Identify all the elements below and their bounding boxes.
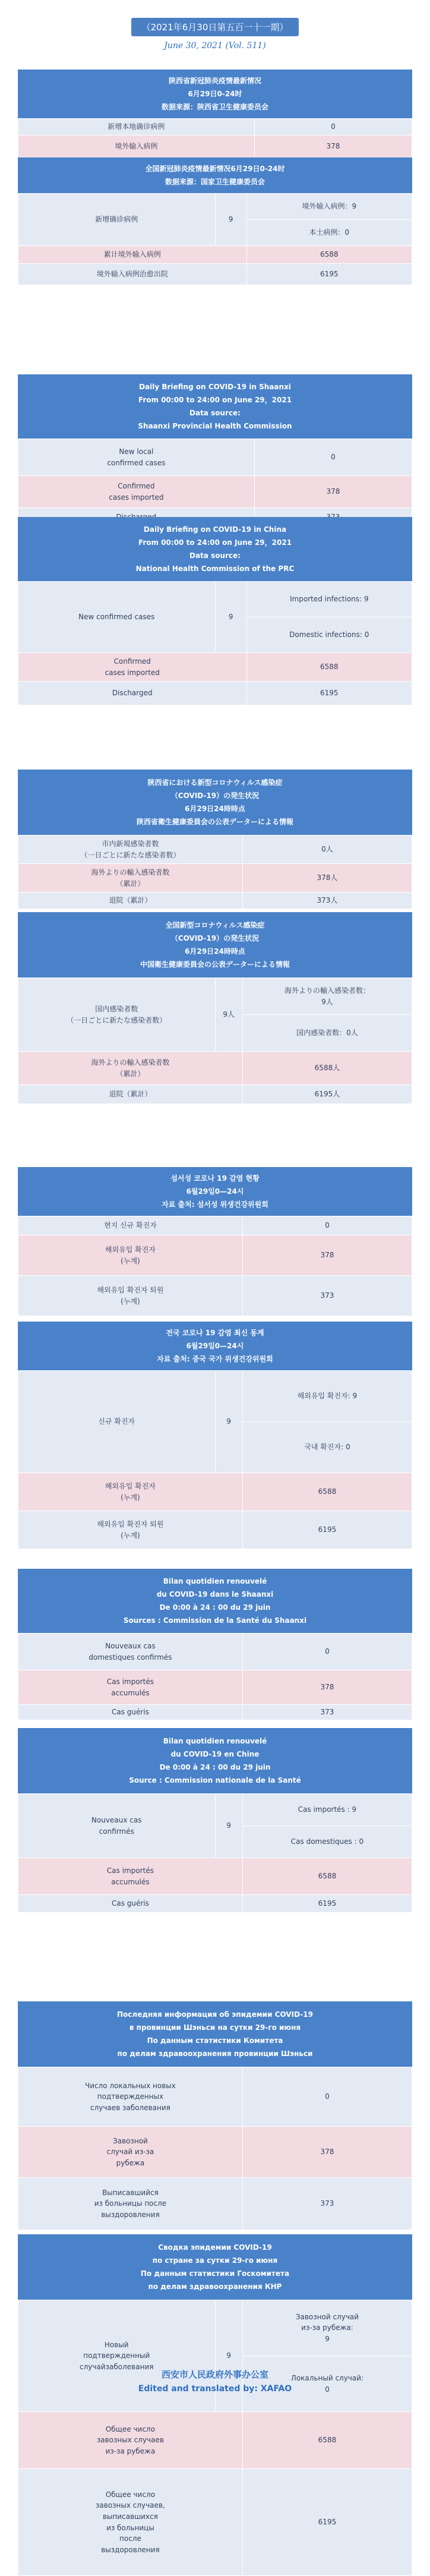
stat-label: Nouveaux cas domestiques confirmés	[18, 1634, 243, 1670]
stat-label: Общее число завозных случаев, выписавшихся из больницы после выздоровления	[18, 2469, 243, 2576]
new-cases-label: Новый подтвержденный случайзаболевания	[18, 2300, 216, 2412]
stat-label: Cas importés accumulés	[18, 1670, 243, 1705]
stat-label: Число локальных новых подтвержденных случаев заболевания	[18, 2067, 243, 2127]
table-row	[18, 682, 412, 705]
card-title	[18, 1728, 412, 1793]
card-title-line: 陕西省新冠肺炎疫情最新情况	[168, 76, 261, 85]
stat-value: 378	[242, 2127, 412, 2178]
card-title-line: 数据来源：陕西省卫生健康委员会	[161, 103, 268, 112]
stats-table	[18, 1793, 412, 1913]
card-title	[18, 157, 412, 193]
table-row	[18, 439, 412, 476]
table-row	[18, 264, 412, 285]
stat-label: 해외유입 확진자 퇴원 (누계)	[18, 1276, 243, 1316]
imported-new-cases: 해외유입 확진자: 9	[242, 1371, 412, 1422]
stats-table	[18, 1216, 412, 1316]
card-title-line: 6월29일0—24시	[186, 1341, 244, 1350]
table-row	[18, 1276, 412, 1316]
stat-value: 0	[254, 439, 412, 476]
card-title-line: 전국 코로나 19 감염 최신 동계	[166, 1328, 264, 1337]
stats-table	[18, 978, 412, 1104]
stat-value: 378	[254, 135, 412, 158]
card-title-line: по делам здравоохранения КНР	[148, 2282, 282, 2291]
imported-new-cases: Завозной случай из-за рубежа: 9	[242, 2300, 412, 2356]
stat-label: Выписавшийся из больницы после выздоровления	[18, 2178, 243, 2230]
new-cases-label: 신규 확진자	[18, 1371, 216, 1473]
table-row	[18, 978, 412, 1015]
table-row	[18, 864, 412, 893]
table-row	[18, 119, 412, 135]
card-title-line: Сводка эпидемии COVID-19	[158, 2243, 272, 2252]
stat-value: 6195人	[242, 1085, 412, 1104]
card-title-line: 数据来源：国家卫生健康委员会	[165, 178, 265, 186]
new-cases-label: New confirmed cases	[18, 582, 216, 653]
new-cases-value: 9	[215, 1371, 242, 1473]
table-row	[18, 1085, 412, 1104]
stat-label: 해외유입 확진자 (누계)	[18, 1235, 243, 1276]
stats-table	[18, 1370, 412, 1549]
table-row	[18, 1858, 412, 1895]
stat-label: Общее число завозных случаев из-за рубежа	[18, 2412, 243, 2469]
footer	[0, 2368, 430, 2394]
stat-label: Cas importés accumulés	[18, 1858, 243, 1895]
stats-table	[18, 2300, 412, 2576]
table-row	[18, 1794, 412, 1826]
stat-value: 6588人	[242, 1052, 412, 1085]
card-title-line: De 0:00 à 24 : 00 du 29 juin	[159, 1603, 271, 1612]
card-title-line: Daily Briefing on COVID-19 in Shaanxi	[139, 382, 291, 391]
card-title-line: 全国新冠肺炎疫情最新情况6月29日0-24时	[145, 164, 285, 173]
ja-china-card	[18, 912, 412, 1104]
imported-new-cases: 海外よりの輸入感染者数： 9人	[242, 978, 412, 1015]
stats-table	[18, 2067, 412, 2230]
card-title-line: 中国衛生健康委員会の公表データーによる情報	[140, 960, 290, 969]
domestic-new-cases: 本土病例：0	[246, 220, 412, 246]
ja-shaanxi-card	[18, 770, 412, 909]
footer-office: 西安市人民政府外事办公室	[161, 2369, 268, 2380]
domestic-new-cases: Domestic infections: 0	[246, 617, 412, 653]
domestic-new-cases: Локальный случай: 0	[242, 2356, 412, 2412]
domestic-new-cases: 국내 확진자: 0	[242, 1422, 412, 1473]
new-cases-value: 9人	[215, 978, 242, 1052]
card-title-line: Sources : Commission de la Santé du Shaanxi	[123, 1616, 307, 1625]
stat-label: 新增本地确诊病例	[18, 119, 255, 135]
table-row	[18, 1511, 412, 1549]
card-title	[18, 1569, 412, 1633]
card-title-line: du COVID-19 dans le Shaanxi	[156, 1590, 274, 1598]
stat-value: 378人	[242, 864, 412, 893]
card-title	[18, 2234, 412, 2300]
card-title-line: From 00:00 to 24:00 on June 29，2021	[138, 395, 292, 404]
issue-number-en: June 30, 2021 (Vol. 511)	[164, 41, 266, 51]
card-title-line: 陝西省衛生健康委員会の公表データーによる情報	[136, 818, 293, 827]
card-title-line: National Health Commission of the PRC	[135, 565, 295, 573]
stat-label: 현지 신규 확진자	[18, 1216, 243, 1235]
table-row	[18, 1670, 412, 1705]
stat-value: 6588	[242, 2412, 412, 2469]
new-cases-value: 9	[215, 1794, 242, 1858]
en-china-card	[18, 517, 412, 705]
table-row	[18, 1634, 412, 1670]
stat-label: 해외유입 확진자 (누계)	[18, 1473, 243, 1511]
stat-label: Discharged	[18, 682, 247, 705]
table-row	[18, 246, 412, 264]
card-title-line: 자료 출처: 중국 국가 위생건강위원회	[157, 1355, 273, 1364]
ko-china-card	[18, 1322, 412, 1549]
table-row	[18, 653, 412, 682]
stat-value: 6195	[242, 1511, 412, 1549]
stat-value: 6195	[246, 264, 412, 285]
stat-value: 378	[242, 1670, 412, 1705]
card-title-line: Последняя информация об эпидемии COVID-19	[117, 2010, 313, 2019]
stat-label: 退院（累計）	[18, 1085, 243, 1104]
stat-value: 6195	[242, 2469, 412, 2576]
domestic-new-cases: 国内感染者数：0人	[242, 1015, 412, 1052]
table-row	[18, 1473, 412, 1511]
table-row	[18, 1895, 412, 1913]
stat-value: 373人	[242, 893, 412, 909]
stat-label: 海外よりの輸入感染者数 （累計）	[18, 864, 243, 893]
new-cases-label: 国内感染者数 （一日ごとに新たな感染者数）	[18, 978, 216, 1052]
card-title	[18, 517, 412, 581]
stat-label: New local confirmed cases	[18, 439, 255, 476]
table-row	[18, 2412, 412, 2469]
imported-new-cases: Imported infections: 9	[246, 582, 412, 617]
table-row	[18, 2127, 412, 2178]
stat-label: 境外输入病例治愈出院	[18, 264, 247, 285]
table-row	[18, 2469, 412, 2576]
stat-value: 373	[242, 1705, 412, 1720]
issue-header	[0, 0, 430, 65]
table-row	[18, 194, 412, 220]
table-row	[18, 1705, 412, 1720]
card-title-line: De 0:00 à 24 : 00 du 29 juin	[159, 1763, 271, 1771]
stat-value: 0	[242, 1216, 412, 1235]
imported-new-cases: 境外输入病例：9	[246, 194, 412, 220]
new-cases-label: 新增确诊病例	[18, 194, 216, 246]
stat-label: Cas guéris	[18, 1705, 243, 1720]
card-title	[18, 1322, 412, 1370]
stats-table	[18, 439, 412, 527]
stats-table	[18, 581, 412, 705]
card-title-line: Daily Briefing on COVID-19 in China	[143, 525, 287, 534]
card-title	[18, 912, 412, 978]
card-title-line: в провинции Шэньси на сутки 29-го июня	[129, 2023, 301, 2032]
card-title-line: Source : Commission nationale de la Santé	[129, 1776, 301, 1785]
fr-shaanxi-card	[18, 1569, 412, 1720]
card-title-line: （COVID-19）の発生状況	[170, 934, 260, 942]
card-title-line: du COVID-19 en Chine	[170, 1749, 260, 1758]
stat-value: 0	[242, 1634, 412, 1670]
card-title-line: （COVID-19）の発生状況	[170, 791, 260, 800]
card-title	[18, 2001, 412, 2067]
new-cases-label: Nouveaux cas confirmés	[18, 1794, 216, 1858]
card-title-line: Data source:	[189, 551, 241, 560]
stat-value: 378	[254, 476, 412, 508]
stat-label: 境外输入病例	[18, 135, 255, 158]
stat-value: 0人	[242, 835, 412, 864]
domestic-new-cases: Cas domestiques : 0	[242, 1826, 412, 1858]
stat-value: 6588	[246, 653, 412, 682]
card-title-line: 섬서성 코로나 19 감염 현황	[170, 1174, 260, 1183]
card-title-line: From 00:00 to 24:00 on June 29，2021	[138, 538, 292, 547]
stat-label: 市内新規感染者数 （一日ごとに新たな感染者数）	[18, 835, 243, 864]
zh-china-card	[18, 157, 412, 285]
table-row	[18, 476, 412, 508]
card-title-line: по делам здравоохранения провинции Шэньси	[117, 2050, 313, 2058]
en-shaanxi-card	[18, 374, 412, 527]
imported-new-cases: Cas importés : 9	[242, 1794, 412, 1826]
fr-china-card	[18, 1728, 412, 1913]
card-title-line: по стране за сутки 29-го июня	[152, 2256, 278, 2265]
card-title-line: Bilan quotidien renouvelé	[163, 1736, 267, 1745]
stat-label: Cas guéris	[18, 1895, 243, 1913]
card-title-line: Bilan quotidien renouvelé	[163, 1577, 267, 1585]
stat-value: 6195	[246, 682, 412, 705]
table-row	[18, 2300, 412, 2356]
card-title-line: Data source:	[189, 409, 241, 417]
table-row	[18, 893, 412, 909]
table-row	[18, 2067, 412, 2127]
card-title-line: 全国新型コロナウィルス感染症	[165, 920, 265, 929]
card-title-line: 6월29일0—24시	[186, 1187, 244, 1196]
stat-value: 6588	[246, 246, 412, 264]
card-title	[18, 1167, 412, 1216]
stat-label: 海外よりの輸入感染者数 （累計）	[18, 1052, 243, 1085]
card-title-line: 자료 출처: 섬서성 위생건강위원회	[162, 1200, 268, 1209]
table-row	[18, 1052, 412, 1085]
stat-value: 6588	[242, 1858, 412, 1895]
card-title-line: 6月29日24時時点	[185, 947, 245, 956]
stat-label: 累计境外输入病例	[18, 246, 247, 264]
card-title-line: Shaanxi Provincial Health Commission	[138, 422, 292, 431]
stat-label: Завозной случай из-за рубежа	[18, 2127, 243, 2178]
stat-value: 6195	[242, 1895, 412, 1913]
card-title-line: По данным статистики Госкомитета	[140, 2269, 290, 2278]
stat-value: 373	[242, 2178, 412, 2230]
ru-shaanxi-card	[18, 2001, 412, 2230]
stat-value: 373	[242, 1276, 412, 1316]
stat-label: 退院（累計）	[18, 893, 243, 909]
new-cases-value: 9	[215, 194, 246, 246]
stat-label: Confirmed cases imported	[18, 653, 247, 682]
stats-table	[18, 835, 412, 909]
stats-table	[18, 1633, 412, 1720]
table-row	[18, 1371, 412, 1422]
table-row	[18, 582, 412, 617]
stat-value: 6588	[242, 1473, 412, 1511]
footer-credit: Edited and translated by: XAFAO	[138, 2384, 292, 2394]
card-title	[18, 374, 412, 439]
stat-value: 0	[242, 2067, 412, 2127]
new-cases-value: 9	[215, 2300, 242, 2412]
stat-value: 378	[242, 1235, 412, 1276]
date-issue-badge: （2021年6月30日第五百一十一期）	[131, 18, 299, 36]
ko-shaanxi-card	[18, 1167, 412, 1316]
stat-label: 해외유입 확진자 퇴원 (누계)	[18, 1511, 243, 1549]
table-row	[18, 135, 412, 158]
table-row	[18, 2178, 412, 2230]
table-row	[18, 1216, 412, 1235]
new-cases-value: 9	[215, 582, 246, 653]
table-row	[18, 835, 412, 864]
ru-china-card	[18, 2234, 412, 2576]
stat-value: 0	[254, 119, 412, 135]
card-title-line: По данным статистики Комитета	[147, 2036, 283, 2045]
table-row	[18, 1235, 412, 1276]
card-title	[18, 70, 412, 118]
card-title	[18, 770, 412, 835]
card-title-line: 6月29日0-24时	[188, 89, 242, 98]
card-title-line: 6月29日24時時点	[185, 805, 245, 813]
stat-label: Confirmed cases imported	[18, 476, 255, 508]
stats-table	[18, 193, 412, 285]
card-title-line: 陝西省における新型コロナウィルス感染症	[147, 778, 283, 787]
